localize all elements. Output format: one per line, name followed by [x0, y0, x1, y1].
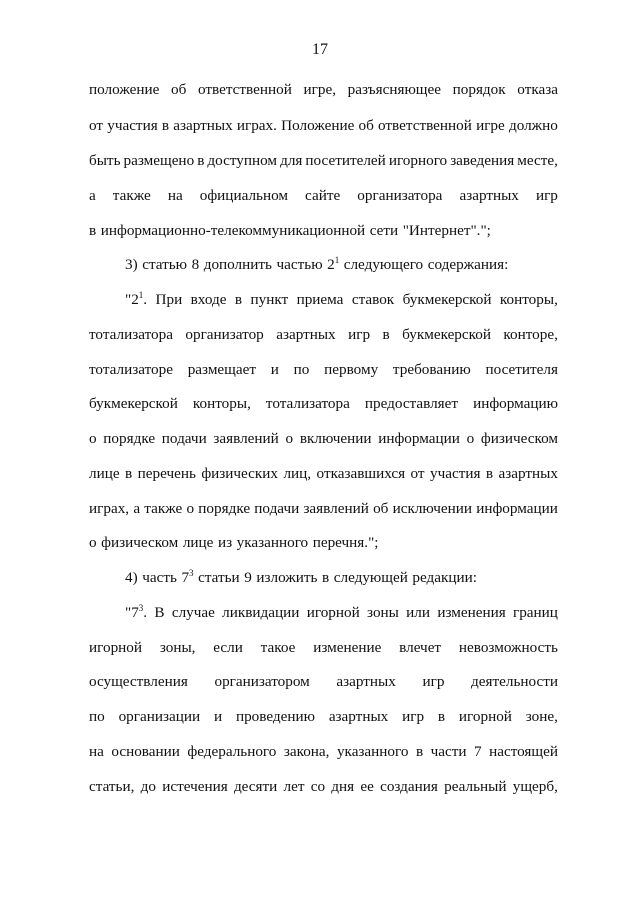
text-line: [125, 603, 558, 623]
word: конторе,: [503, 326, 558, 343]
word: в: [322, 569, 330, 586]
word: тотализатора: [265, 395, 350, 412]
word: букмекерской: [402, 291, 492, 308]
word: $7^3$: [181, 568, 194, 586]
word: от: [410, 465, 425, 482]
word: об: [171, 81, 187, 98]
word: создания: [380, 778, 438, 795]
word: истечения: [162, 778, 228, 795]
word: Положение: [281, 117, 355, 134]
word: такое: [260, 639, 296, 656]
word: первому: [324, 361, 379, 378]
word: посетителя: [485, 361, 558, 378]
word: часть: [142, 569, 177, 586]
text-line: [125, 290, 558, 310]
word: игре,: [303, 81, 337, 98]
word: 4): [125, 569, 138, 586]
word: организатор: [185, 326, 264, 343]
word: также: [112, 187, 151, 204]
word: изложить: [256, 569, 318, 586]
word: разъясняющее: [347, 81, 441, 98]
text-line: [125, 255, 558, 275]
word: участия: [107, 117, 158, 134]
word: азартных: [328, 708, 389, 725]
word: пункт: [250, 291, 289, 308]
word: или: [406, 604, 431, 621]
word: об: [373, 500, 389, 517]
word: для: [280, 152, 303, 169]
word: частью: [276, 256, 323, 273]
word: указанного: [236, 534, 309, 551]
word: в: [234, 291, 243, 308]
word: ее: [360, 778, 374, 795]
word: если: [213, 639, 243, 656]
word: месте,: [517, 152, 558, 169]
word: В: [154, 604, 165, 621]
word: доступном: [207, 152, 278, 169]
word: информационно-телекоммуникационной: [100, 222, 366, 239]
word: дня: [331, 778, 355, 795]
word: азартных: [498, 465, 558, 482]
word: со: [310, 778, 326, 795]
word: игорной: [458, 708, 512, 725]
word: размещает: [187, 361, 256, 378]
word: игр: [422, 673, 445, 690]
text-line: [89, 360, 558, 380]
word: 7: [474, 743, 482, 760]
word: на: [89, 743, 104, 760]
word: а: [133, 500, 141, 517]
word: порядке: [198, 500, 251, 517]
word: и: [213, 708, 223, 725]
word: заявлений: [303, 500, 369, 517]
word: 9: [244, 569, 252, 586]
word: содержания:: [427, 256, 509, 273]
word: положение: [89, 81, 160, 98]
word: в: [89, 222, 97, 239]
text-line: [89, 221, 558, 241]
word: зоны,: [159, 639, 196, 656]
word: границ: [512, 604, 558, 621]
word: лице: [89, 465, 120, 482]
word: в: [437, 708, 446, 725]
word: играх.: [236, 117, 277, 134]
word: на: [167, 187, 183, 204]
word: о: [89, 430, 97, 447]
word: игр: [535, 187, 558, 204]
word: проведению: [235, 708, 315, 725]
word: предоставляет: [364, 395, 459, 412]
word: требованию: [392, 361, 471, 378]
word: статьи: [198, 569, 240, 586]
text-line: [89, 707, 558, 727]
word: в: [485, 465, 494, 482]
word: лет: [283, 778, 305, 795]
word: подачи: [161, 430, 207, 447]
word: статьи,: [89, 778, 135, 795]
word: тотализаторе: [89, 361, 173, 378]
word: по: [89, 708, 105, 725]
word: размещено: [123, 152, 195, 169]
word: зоне,: [525, 708, 558, 725]
word: ставок: [351, 291, 395, 308]
word: о: [186, 500, 195, 517]
word: изменение: [313, 639, 382, 656]
word: ответственной: [378, 117, 472, 134]
word: организатором: [214, 673, 310, 690]
word: ликвидации: [222, 604, 300, 621]
word: физическом: [101, 534, 179, 551]
word: редакции:: [412, 569, 477, 586]
word: следующей: [333, 569, 408, 586]
word: следующего: [343, 256, 424, 273]
text-line: [89, 464, 558, 484]
word: и: [270, 361, 279, 378]
word: отказавшихся: [316, 465, 406, 482]
text-line: [125, 568, 558, 588]
word: также: [144, 500, 183, 517]
word: информации: [476, 500, 558, 517]
word: "$2^1$.: [125, 290, 148, 308]
superscript: 1: [334, 255, 340, 265]
text-line: [89, 777, 558, 797]
word: заявлений: [213, 430, 279, 447]
word: официальном: [199, 187, 288, 204]
word: игорной: [89, 639, 143, 656]
word: закона,: [283, 743, 330, 760]
word: по: [293, 361, 310, 378]
word: об: [358, 117, 374, 134]
word: основании: [111, 743, 180, 760]
word: "$7^3$.: [125, 603, 148, 621]
word: быть: [89, 152, 121, 169]
word: перечень: [137, 465, 196, 482]
word: из: [217, 534, 233, 551]
word: исключении: [392, 500, 472, 517]
word: 3): [125, 256, 138, 273]
word: ущерб,: [512, 778, 558, 795]
word: дополнить: [203, 256, 272, 273]
word: игорной: [306, 604, 360, 621]
word: случае: [171, 604, 215, 621]
superscript: 3: [138, 603, 144, 613]
word: должно: [508, 117, 558, 134]
word: игорного: [388, 152, 448, 169]
word: букмекерской: [402, 326, 491, 343]
word: реальный: [444, 778, 507, 795]
word: азартных: [459, 187, 519, 204]
text-line: [89, 186, 558, 206]
text-line: [89, 638, 558, 658]
word: о: [89, 534, 97, 551]
word: игр: [348, 326, 371, 343]
text-line: [89, 499, 558, 519]
word: федерального: [187, 743, 277, 760]
word: а: [89, 187, 96, 204]
word: лиц,: [283, 465, 312, 482]
word: информацию: [473, 395, 558, 412]
superscript: 1: [138, 290, 144, 300]
word: перечня.";: [312, 534, 379, 551]
word: деятельности: [471, 673, 558, 690]
word: информации: [378, 430, 460, 447]
word: участия: [430, 465, 481, 482]
text-line: [89, 533, 558, 553]
word: организации: [118, 708, 201, 725]
superscript: 3: [189, 568, 194, 578]
word: входе: [190, 291, 227, 308]
word: физических: [201, 465, 279, 482]
text-line: [89, 325, 558, 345]
word: букмекерской: [89, 395, 178, 412]
word: влечет: [399, 639, 442, 656]
word: При: [155, 291, 183, 308]
word: ответственной: [198, 81, 292, 98]
word: физическом: [480, 430, 558, 447]
word: приема: [296, 291, 344, 308]
word: в: [125, 465, 133, 482]
word: порядок: [452, 81, 506, 98]
word: азартных: [173, 117, 233, 134]
word: в: [197, 152, 205, 169]
word: азартных: [276, 326, 336, 343]
text-line: [89, 116, 558, 136]
text-line: [89, 429, 558, 449]
text-line: [89, 80, 558, 100]
word: в: [415, 743, 424, 760]
word: части: [430, 743, 467, 760]
word: в: [161, 117, 170, 134]
text-line: [89, 151, 558, 171]
word: порядке: [103, 430, 156, 447]
word: от: [89, 117, 104, 134]
word: подачи: [254, 500, 300, 517]
word: отказа: [517, 81, 558, 98]
word: посетителей: [305, 152, 386, 169]
word: зоны: [367, 604, 399, 621]
word: указанного: [336, 743, 409, 760]
word: организатора: [357, 187, 443, 204]
word: включении: [299, 430, 372, 447]
word: сети: [369, 222, 399, 239]
word: конторы,: [499, 291, 558, 308]
word: в: [382, 326, 390, 343]
word: конторы,: [192, 395, 251, 412]
text-line: [89, 672, 558, 692]
word: невозможность: [458, 639, 558, 656]
word: играх,: [89, 500, 130, 517]
word: игр: [402, 708, 425, 725]
word: 8: [191, 256, 200, 273]
word: до: [140, 778, 156, 795]
text-line: [89, 742, 558, 762]
word: игре: [476, 117, 505, 134]
page-number: 17: [312, 41, 328, 58]
word: о: [466, 430, 475, 447]
word: тотализатора: [89, 326, 173, 343]
word: "Интернет".";: [402, 222, 491, 239]
text-line: [89, 394, 558, 414]
word: изменения: [437, 604, 506, 621]
word: десяти: [233, 778, 278, 795]
word: сайте: [305, 187, 341, 204]
word: статью: [142, 256, 188, 273]
word: лице: [182, 534, 214, 551]
word: осуществления: [89, 673, 188, 690]
word: о: [285, 430, 294, 447]
word: азартных: [336, 673, 396, 690]
word: $2^1$: [327, 255, 340, 273]
word: настоящей: [489, 743, 558, 760]
word: заведения: [450, 152, 515, 169]
